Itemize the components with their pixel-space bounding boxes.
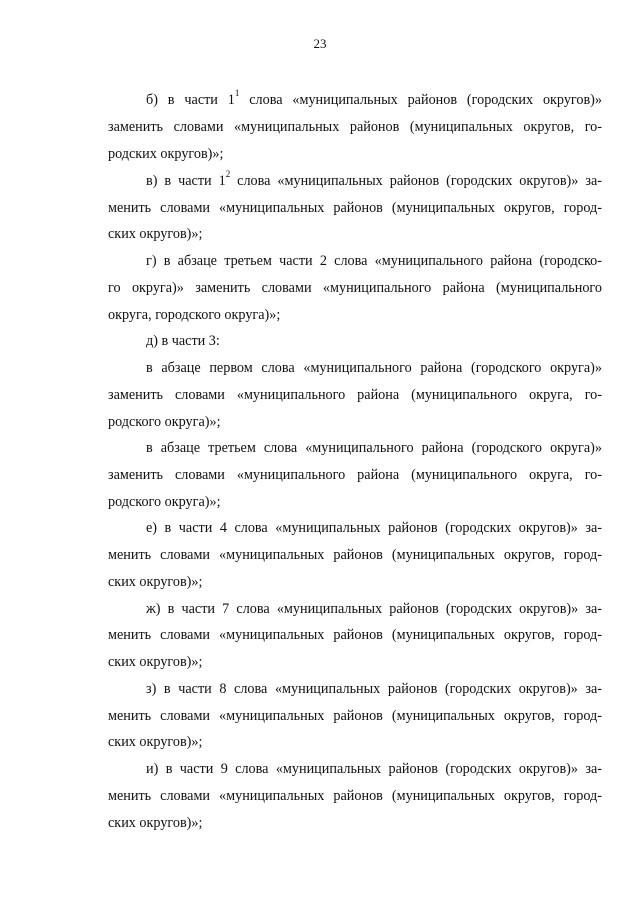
text-line: заменить словами «муниципального района (муниципального округа, го- <box>108 467 602 483</box>
superscript: 1 <box>234 88 240 99</box>
page-number: 23 <box>313 36 327 51</box>
text-fragment: слова «муниципальных районов (городских округов)» за- <box>230 173 602 189</box>
text-fragment: б) в части 1 <box>146 92 235 108</box>
superscript: 2 <box>225 169 231 180</box>
text-line: е) в части 4 слова «муниципальных районов (городских округов)» за- <box>146 520 602 536</box>
text-line: ских округов)»; <box>108 734 203 750</box>
text-fragment: слова «муниципальных районов (городских округов)» <box>239 92 603 108</box>
text-line: ских округов)»; <box>108 654 203 670</box>
text-line <box>146 169 602 190</box>
text-line: родских округов)»; <box>108 146 224 162</box>
text-line: ских округов)»; <box>108 226 203 242</box>
text-line: родского округа)»; <box>108 494 221 510</box>
text-line <box>146 88 603 109</box>
text-line: родского округа)»; <box>108 414 221 430</box>
text-line: менить словами «муниципальных районов (муниципальных округов, город- <box>108 627 602 643</box>
text-line: з) в части 8 слова «муниципальных районов (городских округов)» за- <box>146 681 602 697</box>
text-line: менить словами «муниципальных районов (муниципальных округов, город- <box>108 200 602 216</box>
text-line: ских округов)»; <box>108 574 203 590</box>
text-line: заменить словами «муниципальных районов (муниципальных округов, го- <box>108 119 602 135</box>
text-line: округа, городского округа)»; <box>108 307 281 323</box>
text-line: в абзаце первом слова «муниципального района (городского округа)» <box>146 360 602 376</box>
text-line: и) в части 9 слова «муниципальных районов (городских округов)» за- <box>146 761 602 777</box>
text-line: ских округов)»; <box>108 815 203 831</box>
text-line: менить словами «муниципальных районов (муниципальных округов, город- <box>108 547 602 563</box>
text-fragment: в) в части 1 <box>146 173 226 189</box>
text-line: в абзаце третьем слова «муниципального района (городского округа)» <box>146 440 602 456</box>
text-line: ж) в части 7 слова «муниципальных районов (городских округов)» за- <box>146 601 602 617</box>
text-line: г) в абзаце третьем части 2 слова «муниципального района (городско- <box>146 253 602 269</box>
text-line: менить словами «муниципальных районов (муниципальных округов, город- <box>108 708 602 724</box>
text-line: заменить словами «муниципального района (муниципального округа, го- <box>108 387 602 403</box>
text-line: го округа)» заменить словами «муниципального района (муниципального <box>108 280 602 296</box>
text-line: д) в части 3: <box>146 333 220 349</box>
text-line: менить словами «муниципальных районов (муниципальных округов, город- <box>108 788 602 804</box>
